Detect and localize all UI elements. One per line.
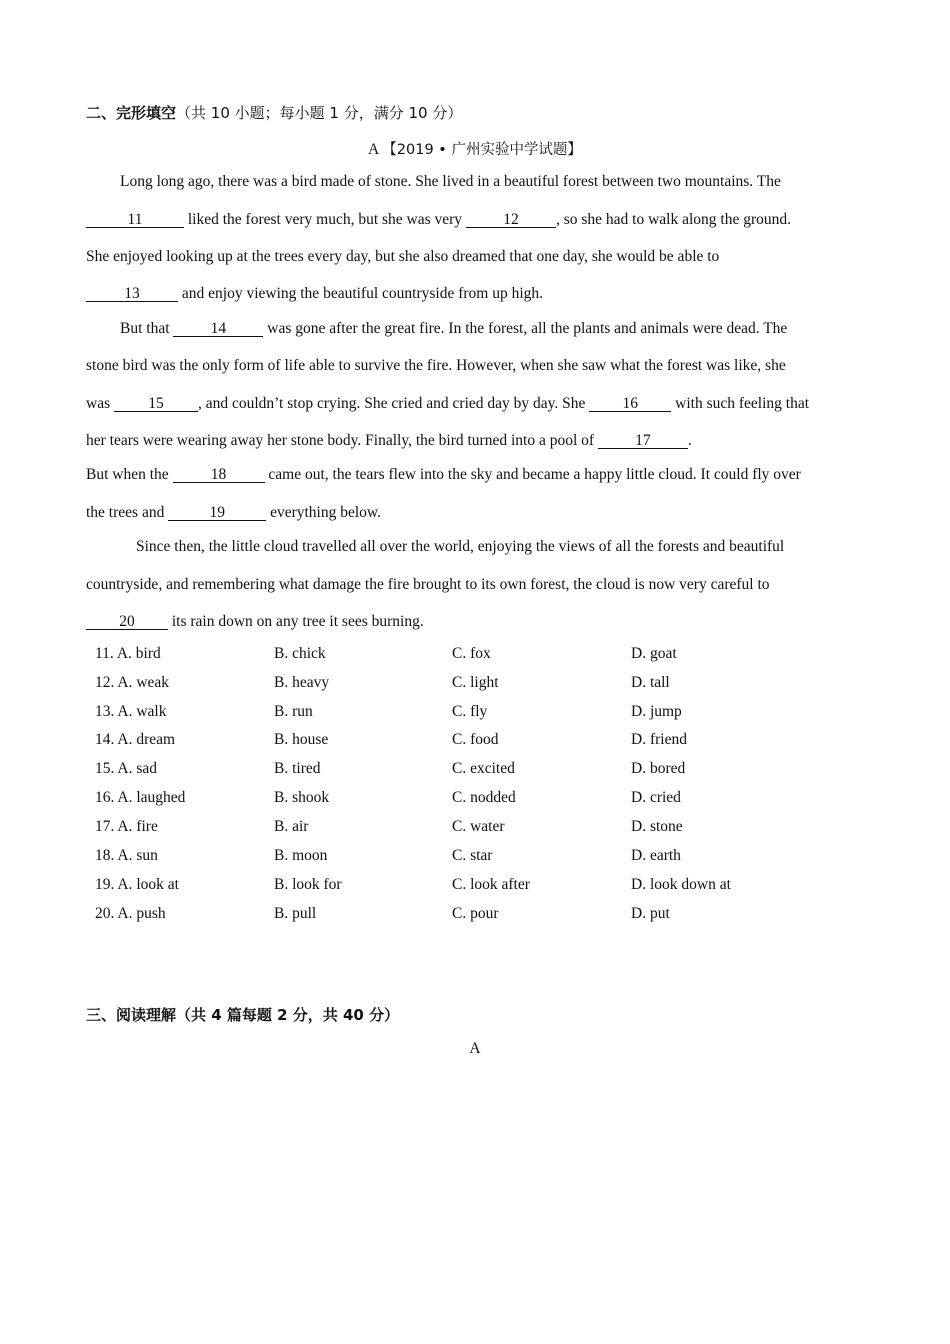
option-a[interactable]: 17. A. fire bbox=[95, 818, 158, 835]
option-d[interactable]: D. put bbox=[631, 905, 670, 922]
option-a[interactable]: 19. A. look at bbox=[95, 876, 179, 893]
p2-line-3-text-a: was bbox=[86, 395, 111, 412]
option-c[interactable]: C. excited bbox=[452, 760, 515, 777]
p2-line-3 bbox=[86, 395, 809, 413]
option-b[interactable]: B. pull bbox=[274, 905, 317, 922]
option-c[interactable]: C. fox bbox=[452, 645, 491, 662]
p1-line-3: She enjoyed looking up at the trees every day, but she also dreamed that one day, she would be able to bbox=[86, 248, 720, 265]
option-a[interactable]: 12. A. weak bbox=[95, 674, 170, 691]
blank-14[interactable]: 14 bbox=[173, 321, 263, 337]
section-2-heading bbox=[86, 102, 462, 123]
option-c[interactable]: C. fly bbox=[452, 703, 488, 720]
option-a[interactable]: 16. A. laughed bbox=[95, 789, 186, 806]
p1-line-2-text-a: liked the forest very much, but she was very bbox=[187, 211, 463, 228]
option-d[interactable]: D. tall bbox=[631, 674, 670, 691]
option-b[interactable]: B. tired bbox=[274, 760, 321, 777]
blank-16[interactable]: 16 bbox=[589, 396, 671, 412]
p2-line-4-text-a: her tears were wearing away her stone body. Finally, the bird turned into a pool of bbox=[86, 432, 595, 449]
p3-line-1-text-b: came out, the tears flew into the sky and became a happy little cloud. It could fly over bbox=[268, 466, 801, 483]
p1-line-2 bbox=[86, 211, 791, 229]
p3-line-1-text-a: But when the bbox=[86, 466, 169, 483]
option-d[interactable]: D. cried bbox=[631, 789, 681, 806]
option-d[interactable]: D. friend bbox=[631, 731, 687, 748]
option-b[interactable]: B. look for bbox=[274, 876, 342, 893]
blank-19[interactable]: 19 bbox=[168, 505, 266, 521]
option-d[interactable]: D. jump bbox=[631, 703, 682, 720]
option-c[interactable]: C. pour bbox=[452, 905, 499, 922]
option-d[interactable]: D. bored bbox=[631, 760, 686, 777]
option-b[interactable]: B. moon bbox=[274, 847, 328, 864]
p1-line-2-text-b: , so she had to walk along the ground. bbox=[555, 211, 791, 228]
p2-line-1-text-b: was gone after the great fire. In the forest, all the plants and animals were dead. The bbox=[267, 320, 788, 337]
p4-line-2: countryside, and remembering what damage the fire brought to its own forest, the cloud is now very careful to bbox=[86, 576, 770, 593]
passage-source bbox=[0, 138, 950, 159]
p3-line-2-text-b: everything below. bbox=[270, 504, 381, 521]
blank-11[interactable]: 11 bbox=[86, 212, 184, 228]
p4-line-1: Since then, the little cloud travelled all over the world, enjoying the views of all the forests and beautiful bbox=[136, 538, 785, 555]
blank-15[interactable]: 15 bbox=[114, 396, 198, 412]
blank-18[interactable]: 18 bbox=[173, 467, 265, 483]
blank-20[interactable]: 20 bbox=[86, 614, 168, 630]
option-c[interactable]: C. nodded bbox=[452, 789, 516, 806]
option-c[interactable]: C. look after bbox=[452, 876, 530, 893]
option-a[interactable]: 14. A. dream bbox=[95, 731, 176, 748]
option-c[interactable]: C. water bbox=[452, 818, 505, 835]
p2-line-2: stone bird was the only form of life able to survive the fire. However, when she saw what the forest was like, she bbox=[86, 357, 786, 374]
option-a[interactable]: 11. A. bird bbox=[95, 645, 161, 662]
option-b[interactable]: B. run bbox=[274, 703, 313, 720]
section-2-note: （共 10 小题；每小题 1 分，满分 10 分） bbox=[176, 104, 463, 122]
p2-line-4 bbox=[86, 432, 692, 450]
p2-line-1 bbox=[120, 320, 787, 338]
option-a[interactable]: 18. A. sun bbox=[95, 847, 158, 864]
option-b[interactable]: B. shook bbox=[274, 789, 330, 806]
p2-line-1-text-a: But that bbox=[120, 320, 170, 337]
option-a[interactable]: 15. A. sad bbox=[95, 760, 157, 777]
option-d[interactable]: D. earth bbox=[631, 847, 681, 864]
source-tag: 【2019 • 广州实验中学试题】 bbox=[382, 142, 582, 158]
p1-line-4-text: and enjoy viewing the beautiful countryside from up high. bbox=[181, 285, 544, 302]
option-a[interactable]: 13. A. walk bbox=[95, 703, 167, 720]
p1-line-4 bbox=[86, 285, 543, 303]
p3-line-1 bbox=[86, 466, 801, 484]
p2-line-3-text-c: with such feeling that bbox=[675, 395, 810, 412]
option-b[interactable]: B. house bbox=[274, 731, 329, 748]
option-b[interactable]: B. chick bbox=[274, 645, 326, 662]
passage-label: A bbox=[368, 141, 379, 158]
p4-line-3 bbox=[86, 613, 424, 631]
option-c[interactable]: C. light bbox=[452, 674, 499, 691]
option-a[interactable]: 20. A. push bbox=[95, 905, 166, 922]
section-3-heading: 三、阅读理解（共 4 篇每题 2 分，共 40 分） bbox=[86, 1006, 400, 1024]
option-d[interactable]: D. look down at bbox=[631, 876, 731, 893]
blank-17[interactable]: 17 bbox=[598, 433, 688, 449]
blank-13[interactable]: 13 bbox=[86, 286, 178, 302]
option-d[interactable]: D. goat bbox=[631, 645, 677, 662]
p3-line-2-text-a: the trees and bbox=[86, 504, 165, 521]
option-b[interactable]: B. heavy bbox=[274, 674, 330, 691]
option-c[interactable]: C. food bbox=[452, 731, 499, 748]
option-b[interactable]: B. air bbox=[274, 818, 309, 835]
section-2-title: 二、完形填空 bbox=[86, 104, 177, 122]
p4-line-3-text: its rain down on any tree it sees burning. bbox=[171, 613, 424, 630]
p2-line-4-text-b: . bbox=[687, 432, 692, 449]
section-3-passage-label: A bbox=[469, 1040, 481, 1057]
blank-12[interactable]: 12 bbox=[466, 212, 556, 228]
option-c[interactable]: C. star bbox=[452, 847, 493, 864]
p3-line-2 bbox=[86, 504, 381, 522]
option-d[interactable]: D. stone bbox=[631, 818, 683, 835]
p1-line-1: Long long ago, there was a bird made of stone. She lived in a beautiful forest between two mountains. The bbox=[120, 173, 781, 190]
p2-line-3-text-b: , and couldn’t stop crying. She cried and cried day by day. She bbox=[197, 395, 586, 412]
